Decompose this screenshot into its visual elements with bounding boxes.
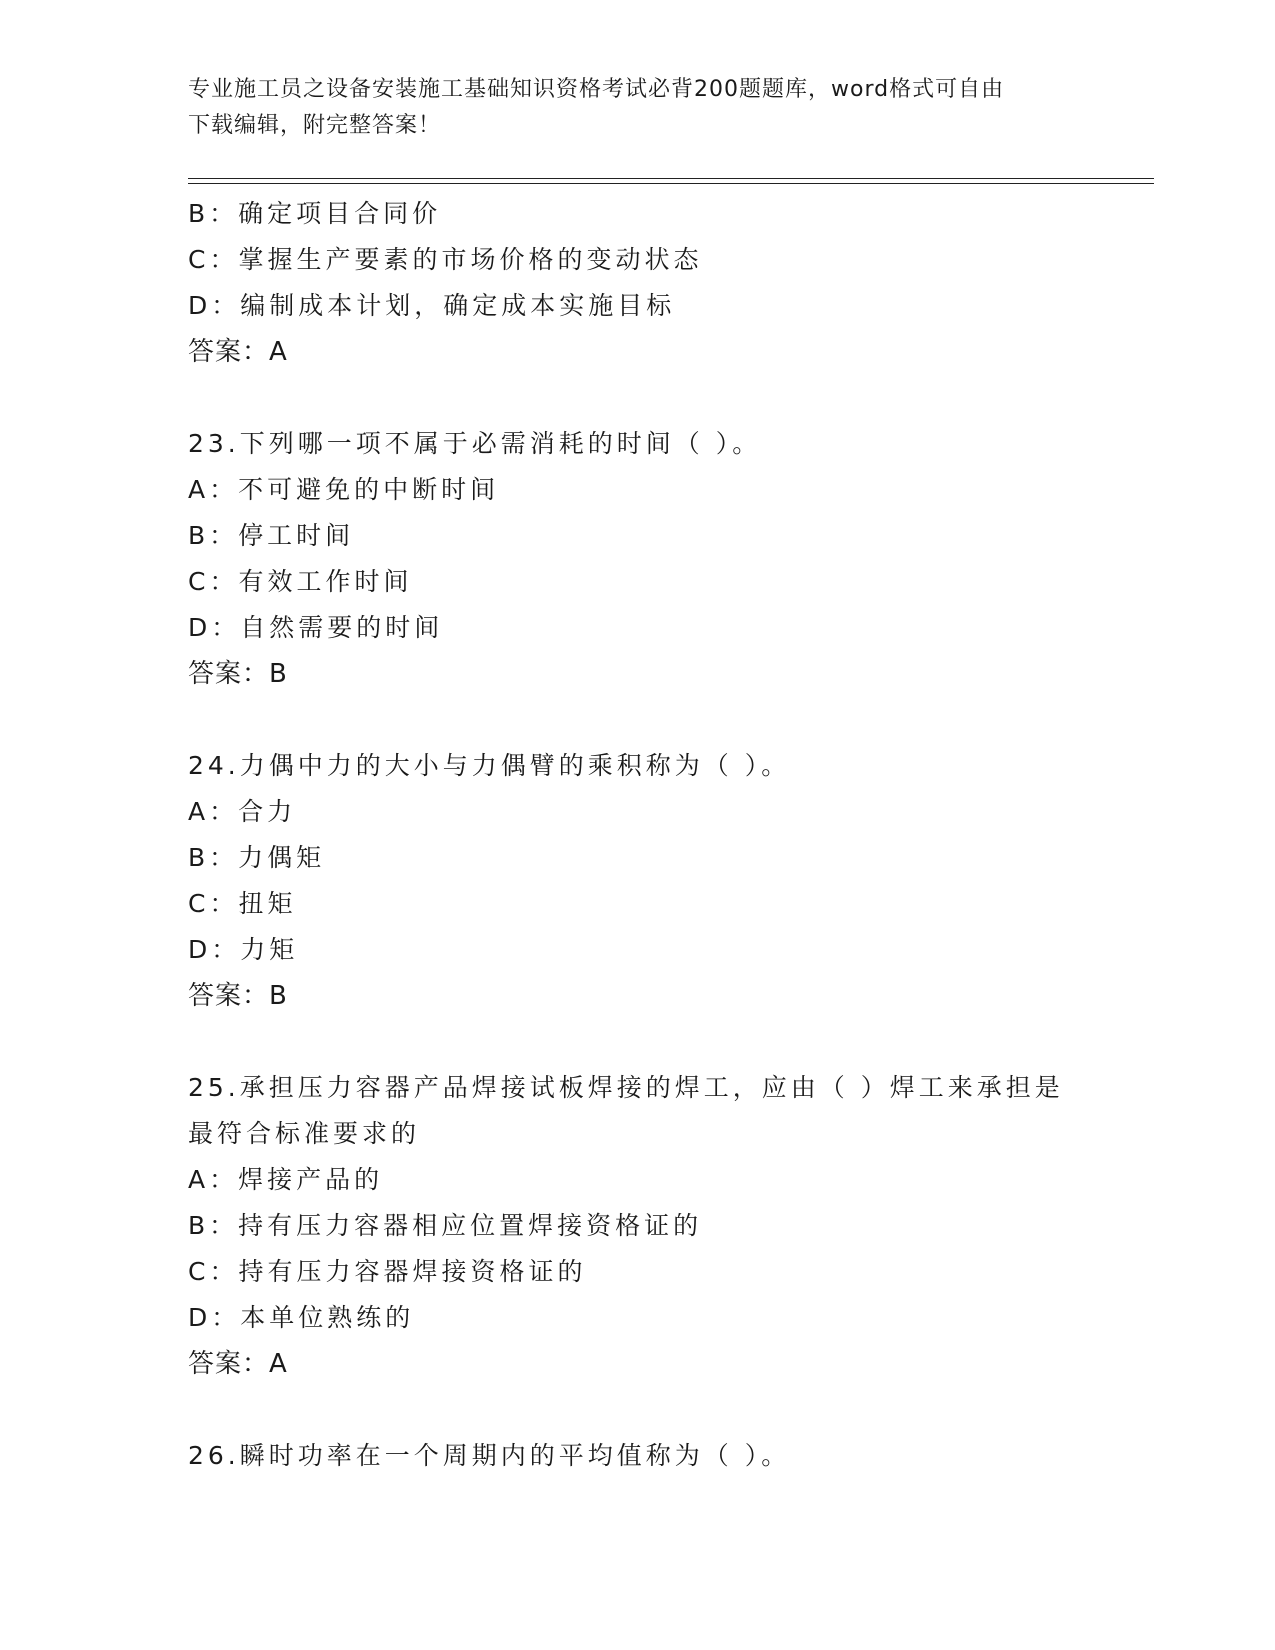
question-24 <box>188 743 1128 1019</box>
option-a: A：合力 <box>188 797 297 826</box>
question-stem: 26.瞬时功率在一个周期内的平均值称为（ ）。 <box>188 1441 791 1470</box>
question-stem-line-1: 25.承担压力容器产品焊接试板焊接的焊工，应由（ ）焊工来承担是 <box>188 1073 1064 1102</box>
option-b: B：力偶矩 <box>188 843 326 872</box>
answer-line: 答案：B <box>188 981 288 1011</box>
option-a: A：焊接产品的 <box>188 1165 384 1194</box>
option-c: C：扭矩 <box>188 889 297 918</box>
question-stem: 24.力偶中力的大小与力偶臂的乘积称为（ ）。 <box>188 751 791 780</box>
question-stem: 23.下列哪一项不属于必需消耗的时间（ ）。 <box>188 429 762 458</box>
question-25 <box>188 1065 1128 1387</box>
answer-line: 答案：A <box>188 1349 288 1379</box>
option-b: B：确定项目合同价 <box>188 199 442 228</box>
spacer <box>188 697 1128 743</box>
header-line-2: 下载编辑，附完整答案！ <box>188 113 442 138</box>
option-c: C：有效工作时间 <box>188 567 413 596</box>
option-c: C：持有压力容器焊接资格证的 <box>188 1257 587 1286</box>
question-22-tail <box>188 191 1128 375</box>
answer-line: 答案：A <box>188 337 288 367</box>
spacer <box>188 1019 1128 1065</box>
spacer <box>188 1387 1128 1433</box>
option-b: B：停工时间 <box>188 521 355 550</box>
header-double-rule <box>188 178 1154 184</box>
document-header <box>188 72 1088 144</box>
spacer <box>188 375 1128 421</box>
answer-line: 答案：B <box>188 659 288 689</box>
question-23 <box>188 421 1128 697</box>
question-26 <box>188 1433 1128 1479</box>
option-d: D：自然需要的时间 <box>188 613 444 642</box>
option-b: B：持有压力容器相应位置焊接资格证的 <box>188 1211 703 1240</box>
header-line-1: 专业施工员之设备安装施工基础知识资格考试必背200题题库，word格式可自由 <box>188 77 1005 102</box>
question-content <box>188 191 1128 1479</box>
option-d: D：编制成本计划，确定成本实施目标 <box>188 291 676 320</box>
option-d: D：本单位熟练的 <box>188 1303 415 1332</box>
question-stem-line-2: 最符合标准要求的 <box>188 1119 421 1148</box>
option-d: D：力矩 <box>188 935 299 964</box>
option-a: A：不可避免的中断时间 <box>188 475 500 504</box>
option-c: C：掌握生产要素的市场价格的变动状态 <box>188 245 703 274</box>
